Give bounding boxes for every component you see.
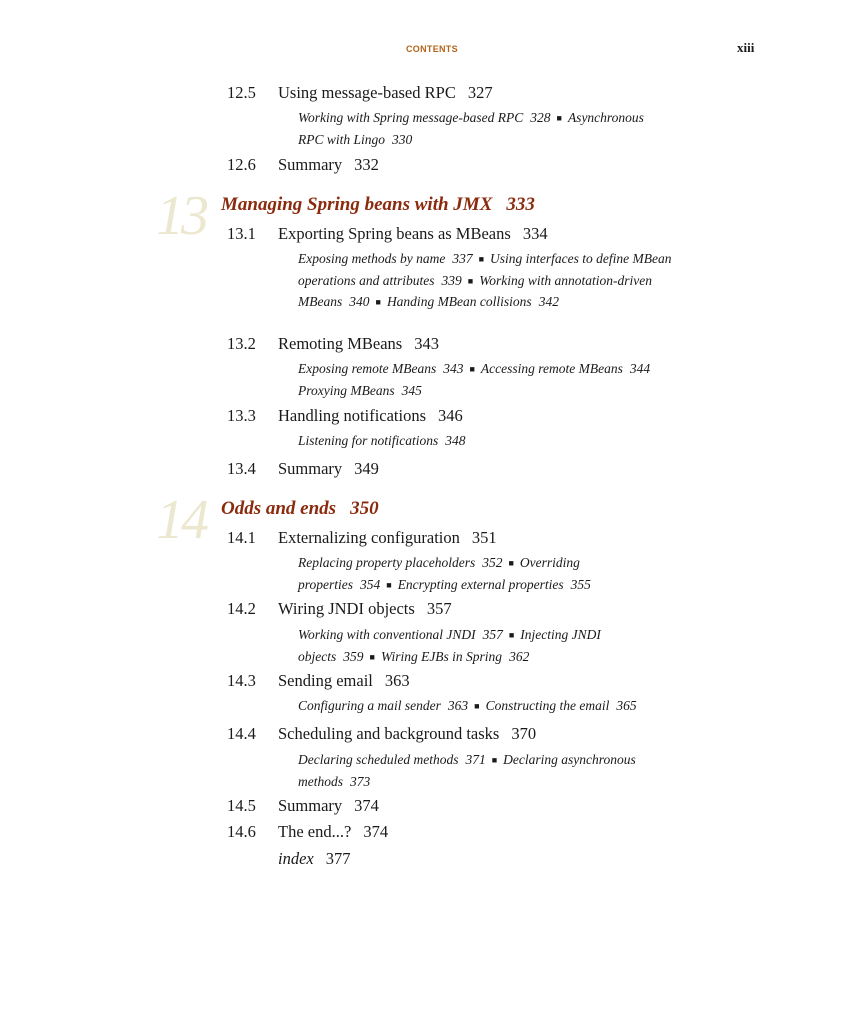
entry[interactable]: RPC with Lingo — [298, 131, 386, 147]
entry[interactable]: Exposing methods by name — [298, 251, 446, 266]
chapter-title[interactable]: Odds and ends 350 — [221, 498, 379, 519]
entry[interactable]: Exposing remote MBeans — [298, 361, 437, 376]
section-number: 14.6 — [227, 822, 256, 841]
section-title[interactable]: Handling notifications 346 — [278, 406, 463, 425]
entry[interactable]: Constructing the email — [485, 698, 610, 713]
section-entries: Replacing property placeholders 352 ■ Overriding properties 354 ■ Encrypting external properties 355 — [298, 555, 591, 592]
section-title[interactable]: Summary 332 — [278, 155, 379, 174]
entry[interactable]: Configuring a mail sender — [298, 698, 441, 713]
entry[interactable]: Working with conventional JNDI — [298, 627, 476, 642]
section-number: 12.6 — [227, 155, 256, 174]
section-title[interactable]: Externalizing configuration 351 — [278, 528, 497, 547]
section-entries: Exposing methods by name 337 ■ Using interfaces to define MBean operations and attributes 339 ■ Working with annotation-driven MBeans 340 ■ Handing MBean collisions 342 — [298, 251, 672, 309]
section-number: 12.5 — [227, 83, 256, 102]
section-title[interactable]: Remoting MBeans 343 — [278, 334, 439, 353]
entry[interactable]: Accessing remote MBeans — [480, 361, 623, 376]
section-title[interactable]: Summary 349 — [278, 459, 379, 478]
entry[interactable]: Using interfaces to define MBean operations and attributes — [298, 251, 672, 288]
section-title[interactable]: Scheduling and background tasks 370 — [278, 724, 537, 743]
chapter-number-ornament: 13 — [156, 185, 206, 247]
entry[interactable]: Asynchronous — [567, 110, 644, 125]
section-number: 13.1 — [227, 224, 256, 243]
section-title[interactable]: Wiring JNDI objects 357 — [278, 599, 452, 618]
section-number: 14.4 — [227, 724, 256, 743]
section-number: 14.5 — [227, 796, 256, 815]
index-entry[interactable]: index 377 — [278, 849, 351, 868]
entry[interactable]: Declaring scheduled methods — [298, 752, 459, 767]
section-number: 13.4 — [227, 459, 256, 478]
entry[interactable]: Declaring asynchronous methods — [298, 752, 636, 789]
section-number: 13.3 — [227, 406, 256, 425]
entry[interactable]: Encrypting external properties — [397, 576, 564, 592]
section-entries: Exposing remote MBeans 343 ■ Accessing remote MBeans 344 Proxying MBeans 345 — [298, 361, 651, 398]
running-head: CONTENTS — [406, 44, 458, 54]
section-entries: Working with conventional JNDI 357 ■ Injecting JNDI objects 359 ■ Wiring EJBs in Spring 362 — [298, 627, 601, 664]
section-entries: Configuring a mail sender 363 ■ Constructing the email 365 — [298, 698, 637, 713]
page-number: xiii — [737, 40, 755, 55]
entry[interactable]: Overriding properties — [298, 555, 580, 592]
section-number: 14.1 — [227, 528, 256, 547]
entry[interactable]: Working with annotation-driven MBeans — [298, 272, 652, 309]
section-title[interactable]: Exporting Spring beans as MBeans 334 — [278, 224, 548, 243]
entry[interactable]: Wiring EJBs in Spring — [380, 648, 503, 664]
chapter-title[interactable]: Managing Spring beans with JMX 333 — [221, 194, 535, 215]
section-entries: Listening for notifications 348 — [298, 433, 466, 448]
section-title[interactable]: Sending email 363 — [278, 671, 410, 690]
chapter-number-ornament: 14 — [156, 489, 206, 551]
section-title[interactable]: Using message-based RPC 327 — [278, 83, 493, 102]
section-title[interactable]: Summary 374 — [278, 796, 379, 815]
section-title[interactable]: The end...? 374 — [278, 822, 389, 841]
entry[interactable]: Listening for notifications — [298, 433, 439, 448]
section-number: 13.2 — [227, 334, 256, 353]
section-number: 14.3 — [227, 671, 256, 690]
entry[interactable]: Handing MBean collisions — [386, 294, 532, 309]
section-number: 14.2 — [227, 599, 256, 618]
entry[interactable]: Injecting JNDI objects — [298, 627, 601, 664]
section-entries: Working with Spring message-based RPC 328 ■ Asynchronous RPC with Lingo 330 — [298, 110, 644, 147]
section-entries: Declaring scheduled methods 371 ■ Declaring asynchronous methods 373 — [298, 752, 636, 789]
entry[interactable]: Replacing property placeholders — [298, 555, 476, 570]
entry[interactable]: Proxying MBeans — [298, 382, 395, 398]
entry[interactable]: Working with Spring message-based RPC — [298, 110, 524, 125]
